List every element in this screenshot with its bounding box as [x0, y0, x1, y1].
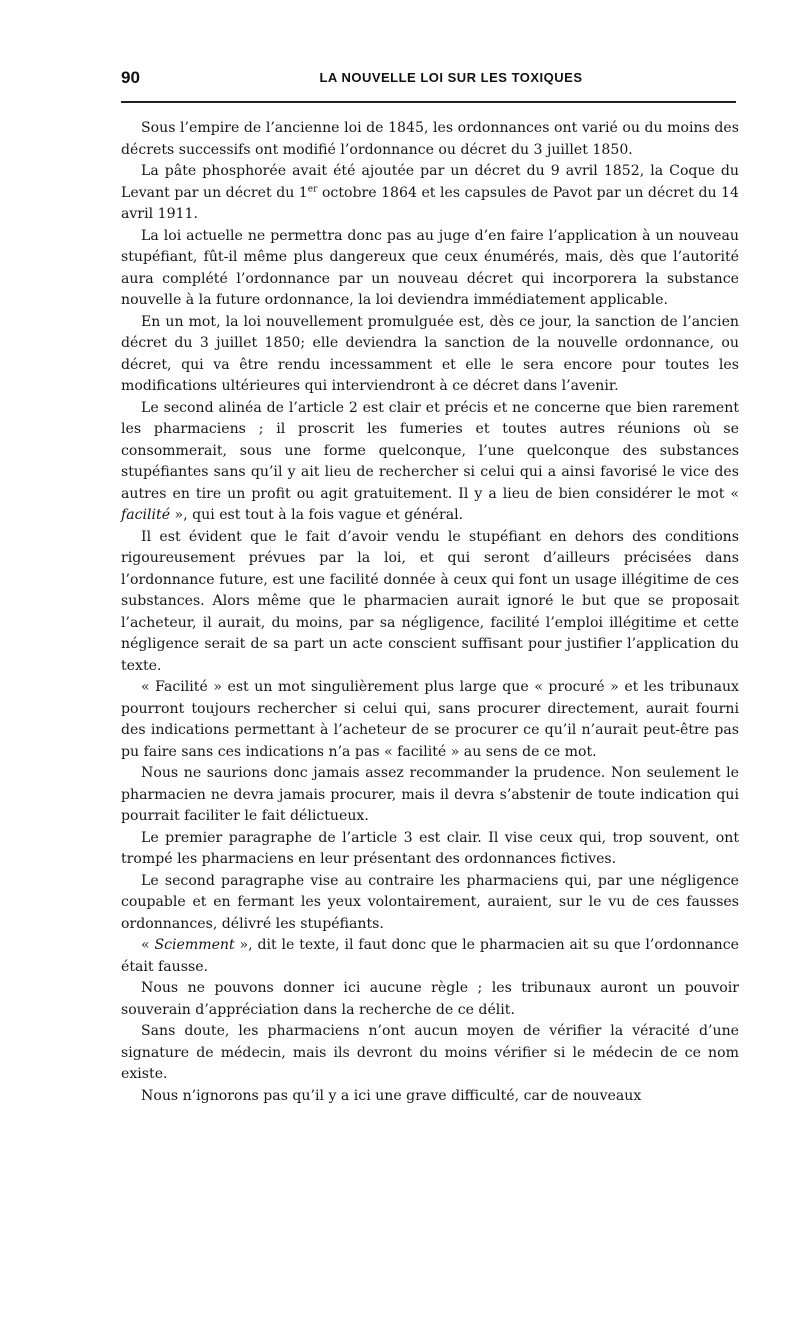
paragraph — [121, 118, 739, 161]
body-text — [121, 118, 739, 1107]
text-run: Le second alinéa de l’article 2 est clair et précis et ne concerne que bien rarement les pharmaciens ; il proscrit les fumeries et toutes autres réunions où se consommerait, sous une forme quelconque, l’une quelconque des substances stupéfiantes sans qu’il y ait lieu de rechercher si celui qui a ainsi favorisé le vice des autres en tire un profit ou agit gratuitement. Il y a lieu de bien considérer le mot « — [121, 399, 739, 502]
paragraph — [121, 828, 739, 871]
text-run: Nous ne saurions donc jamais assez recommander la prudence. Non seulement le pharmacien ne devra jamais procurer, mais il devra s’abstenir de toute indication qui pourrait faciliter le fait délictueux. — [121, 765, 739, 824]
paragraph — [121, 226, 739, 312]
paragraph — [121, 1021, 739, 1086]
text-run: En un mot, la loi nouvellement promulguée est, dès ce jour, la sanction de l’ancien décret du 3 juillet 1850; elle deviendra la sanction de la nouvelle ordonnance, ou décret, qui va être rendu incessamment et elle le sera encore pour toutes les modifications ultérieures qui interviendront à ce décret dans l’avenir. — [121, 313, 739, 394]
emphasis: facilité — [121, 507, 171, 523]
paragraph — [121, 161, 739, 226]
page-header — [121, 66, 736, 90]
text-run: Il est évident que le fait d’avoir vendu le stupéfiant en dehors des conditions rigoureusement prévues par la loi, et qui seront d’ailleurs précisées dans l’ordonnance future, est une facilité donnée à ceux qui font un usage illégitime de ces substances. Alors même que le pharmacien aurait ignoré le but que se proposait l’acheteur, il aurait, du moins, par sa négligence, facilité l’emploi illégitime et cette négligence serait de sa part un acte conscient suffisant pour justifier l’application du texte. — [121, 528, 739, 674]
paragraph — [121, 398, 739, 527]
paragraph — [121, 312, 739, 398]
header-rule — [121, 101, 736, 103]
superscript: er — [307, 183, 318, 194]
text-run: « Facilité » est un mot singulièrement plus large que « procuré » et les tribunaux pourront toujours rechercher si celui qui, sans procurer directement, aurait fourni des indications permettant à l’acheteur de se procurer ce qu’il n’aurait peut-être pas pu faire sans ces indications n’a pas « facilité » au sens de ce mot. — [121, 679, 739, 760]
paragraph — [121, 935, 739, 978]
text-run: », dit le texte, il faut donc que le pharmacien ait su que l’ordonnance était fausse. — [121, 937, 739, 975]
text-run: « — [141, 937, 155, 953]
paragraph — [121, 677, 739, 763]
text-run: », qui est tout à la fois vague et général. — [170, 507, 464, 523]
text-run: Sans doute, les pharmaciens n’ont aucun moyen de vérifier la véracité d’une signature de médecin, mais ils devront du moins vérifier si le médecin de ce nom existe. — [121, 1023, 739, 1082]
emphasis: Sciemment — [154, 937, 235, 953]
paragraph — [121, 1086, 739, 1108]
page-number: 90 — [121, 68, 140, 87]
paragraph — [121, 763, 739, 828]
text-run: Le premier paragraphe de l’article 3 est clair. Il vise ceux qui, trop souvent, ont trompé les pharmaciens en leur présentant des ordonnances fictives. — [121, 829, 739, 867]
paragraph — [121, 527, 739, 678]
text-run: Nous n’ignorons pas qu’il y a ici une grave difficulté, car de nouveaux — [141, 1087, 642, 1104]
text-run: La loi actuelle ne permettra donc pas au juge d’en faire l’application à un nouveau stupéfiant, fût-il même plus dangereux que ceux énumérés, mais, dès que l’autorité aura complété l’ordonnance par un nouveau décret qui incorporera la substance nouvelle à la future ordonnance, la loi deviendra immédiatement applicable. — [121, 227, 739, 308]
running-title: LA NOUVELLE LOI SUR LES TOXIQUES — [319, 70, 583, 85]
paragraph — [121, 871, 739, 936]
text-run: Nous ne pouvons donner ici aucune règle ; les tribunaux auront un pouvoir souverain d’appréciation dans la recherche de ce délit. — [121, 980, 739, 1018]
text-run: octobre 1864 et les capsules de Pavot par un décret du 14 avril 1911. — [121, 184, 739, 222]
text-run: Le second paragraphe vise au contraire les pharmaciens qui, par une négligence coupable et en fermant les yeux volontairement, auraient, sur le vu de ces fausses ordonnances, délivré les stupéfiants. — [121, 872, 739, 932]
text-run: La pâte phosphorée avait été ajoutée par un décret du 9 avril 1852, la Coque du Levant par un décret du 1 — [121, 163, 739, 201]
paragraph — [121, 978, 739, 1021]
text-run: Sous l’empire de l’ancienne loi de 1845, les ordonnances ont varié ou du moins des décrets successifs ont modifié l’ordonnance ou décret du 3 juillet 1850. — [121, 120, 739, 158]
